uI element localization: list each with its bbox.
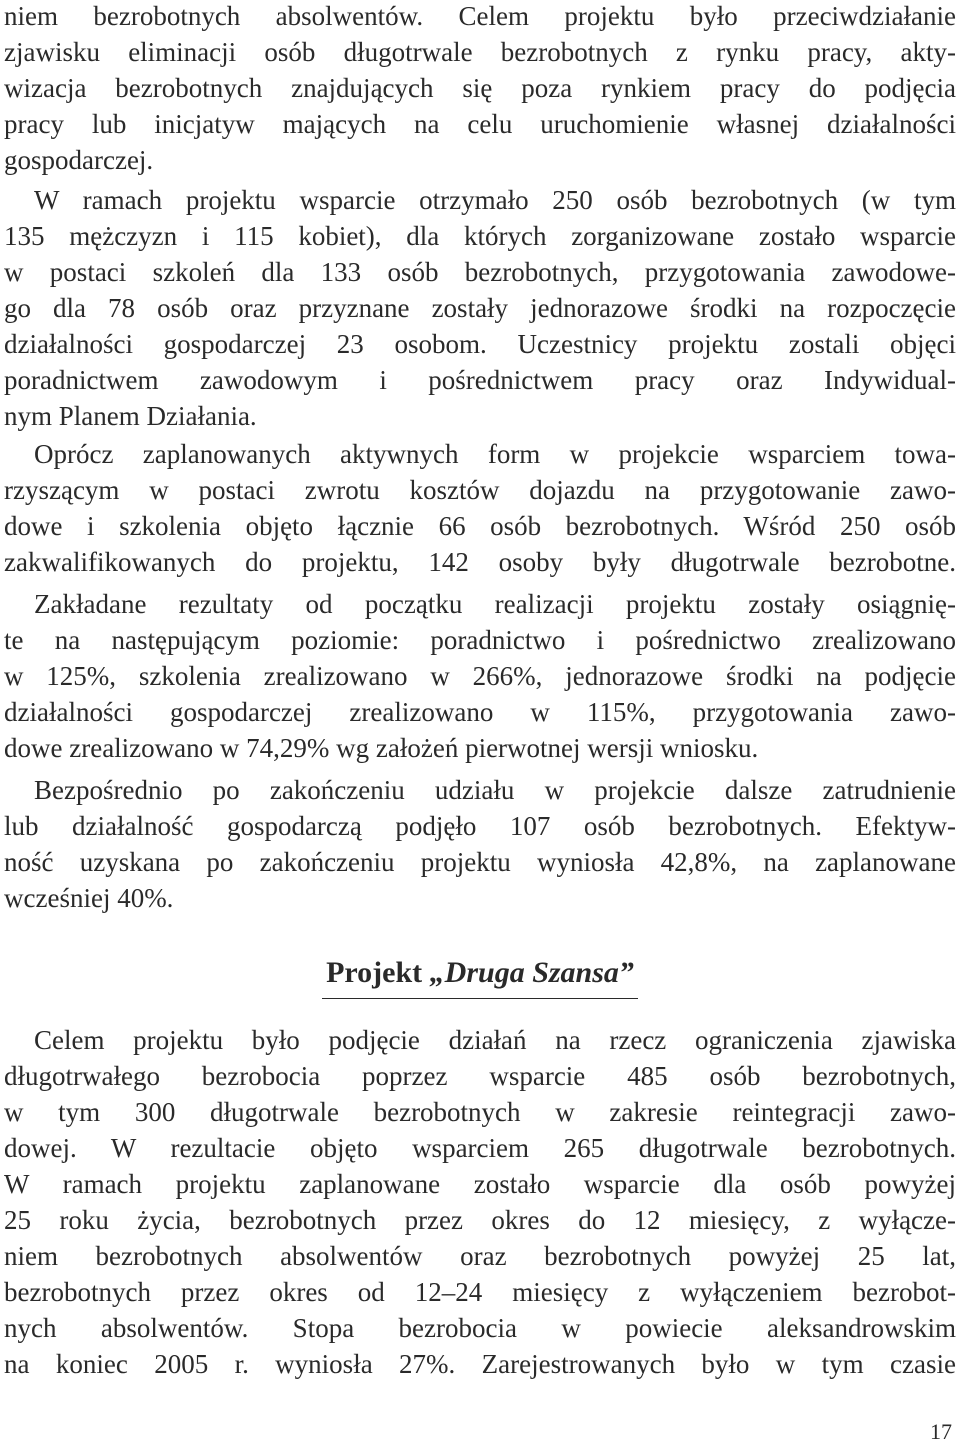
text-line: wizacja bezrobotnych znajdujących się poza rynkiem pracy do podjęcia [4, 73, 956, 103]
page-number: 17 [930, 1419, 952, 1444]
text-line: dowe zrealizowano w 74,29% wg założeń pierwotnej wersji wniosku. [4, 733, 759, 763]
text-line: długotrwałego bezrobocia poprzez wsparcie 485 osób bezrobotnych, [4, 1061, 956, 1091]
text-line: zakwalifikowanych do projektu, 142 osoby były długotrwale bezrobotne. [4, 547, 956, 577]
text-line: nych absolwentów. Stopa bezrobocia w powiecie aleksandrowskim [4, 1313, 956, 1343]
text-line: bezrobotnych przez okres od 12–24 miesięcy z wyłączeniem bezrobot- [4, 1277, 956, 1307]
text-line: dowe i szkolenia objęto łącznie 66 osób bezrobotnych. Wśród 250 osób [4, 511, 956, 541]
text-line: ność uzyskana po zakończeniu projektu wyniosła 42,8%, na zaplanowane [4, 847, 956, 877]
text-line: na koniec 2005 r. wyniosła 27%. Zarejestrowanych było w tym czasie [4, 1349, 956, 1379]
text-line: wcześniej 40%. [4, 883, 174, 913]
text-line: zjawisku eliminacji osób długotrwale bezrobotnych z rynku pracy, akty- [4, 37, 956, 67]
text-line: dowej. W rezultacie objęto wsparciem 265 długotrwale bezrobotnych. [4, 1133, 956, 1163]
text-line: w postaci szkoleń dla 133 osób bezrobotnych, przygotowania zawodowe- [4, 257, 956, 287]
text-line: Oprócz zaplanowanych aktywnych form w projekcie wsparciem towa- [34, 439, 956, 469]
text-line: poradnictwem zawodowym i pośrednictwem pracy oraz Indywidual- [4, 365, 956, 395]
text-line: w tym 300 długotrwale bezrobotnych w zakresie reintegracji zawo- [4, 1097, 956, 1127]
text-line: lub działalność gospodarczą podjęło 107 osób bezrobotnych. Efektyw- [4, 811, 956, 841]
text-line: w 125%, szkolenia zrealizowano w 266%, jednorazowe środki na podjęcie [4, 661, 956, 691]
text-line: te na następującym poziomie: poradnictwo i pośrednictwo zrealizowano [4, 625, 956, 655]
text-line: W ramach projektu wsparcie otrzymało 250 osób bezrobotnych (w tym [34, 185, 956, 215]
text-line: niem bezrobotnych absolwentów. Celem projektu było przeciwdziałanie [4, 1, 956, 31]
heading-project-title: „Druga Szansa” [429, 956, 634, 989]
text-line: gospodarczej. [4, 145, 154, 175]
section-heading-underlined [322, 950, 638, 999]
text-line: W ramach projektu zaplanowane zostało wsparcie dla osób powyżej [4, 1169, 956, 1199]
text-line: Celem projektu było podjęcie działań na rzecz ograniczenia zjawiska [34, 1025, 956, 1055]
text-line: rzyszącym w postaci zwrotu kosztów dojazdu na przygotowanie zawo- [4, 475, 956, 505]
text-line: go dla 78 osób oraz przyznane zostały jednorazowe środki na rozpoczęcie [4, 293, 956, 323]
text-line: Bezpośrednio po zakończeniu udziału w projekcie dalsze zatrudnienie [34, 775, 956, 805]
text-line: 25 roku życia, bezrobotnych przez okres do 12 miesięcy, z wyłącze- [4, 1205, 956, 1235]
section-heading [0, 950, 960, 1000]
text-line: nym Planem Działania. [4, 401, 257, 431]
text-line: działalności gospodarczej 23 osobom. Uczestnicy projektu zostali objęci [4, 329, 956, 359]
text-line: Zakładane rezultaty od początku realizacji projektu zostały osiągnię- [34, 589, 956, 619]
heading-prefix: Projekt [326, 956, 430, 989]
text-line: pracy lub inicjatyw mających na celu uruchomienie własnej działalności [4, 109, 956, 139]
text-line: 135 mężczyzn i 115 kobiet), dla których zorganizowane zostało wsparcie [4, 221, 956, 251]
text-line: działalności gospodarczej zrealizowano w 115%, przygotowania zawo- [4, 697, 956, 727]
text-line: niem bezrobotnych absolwentów oraz bezrobotnych powyżej 25 lat, [4, 1241, 956, 1271]
